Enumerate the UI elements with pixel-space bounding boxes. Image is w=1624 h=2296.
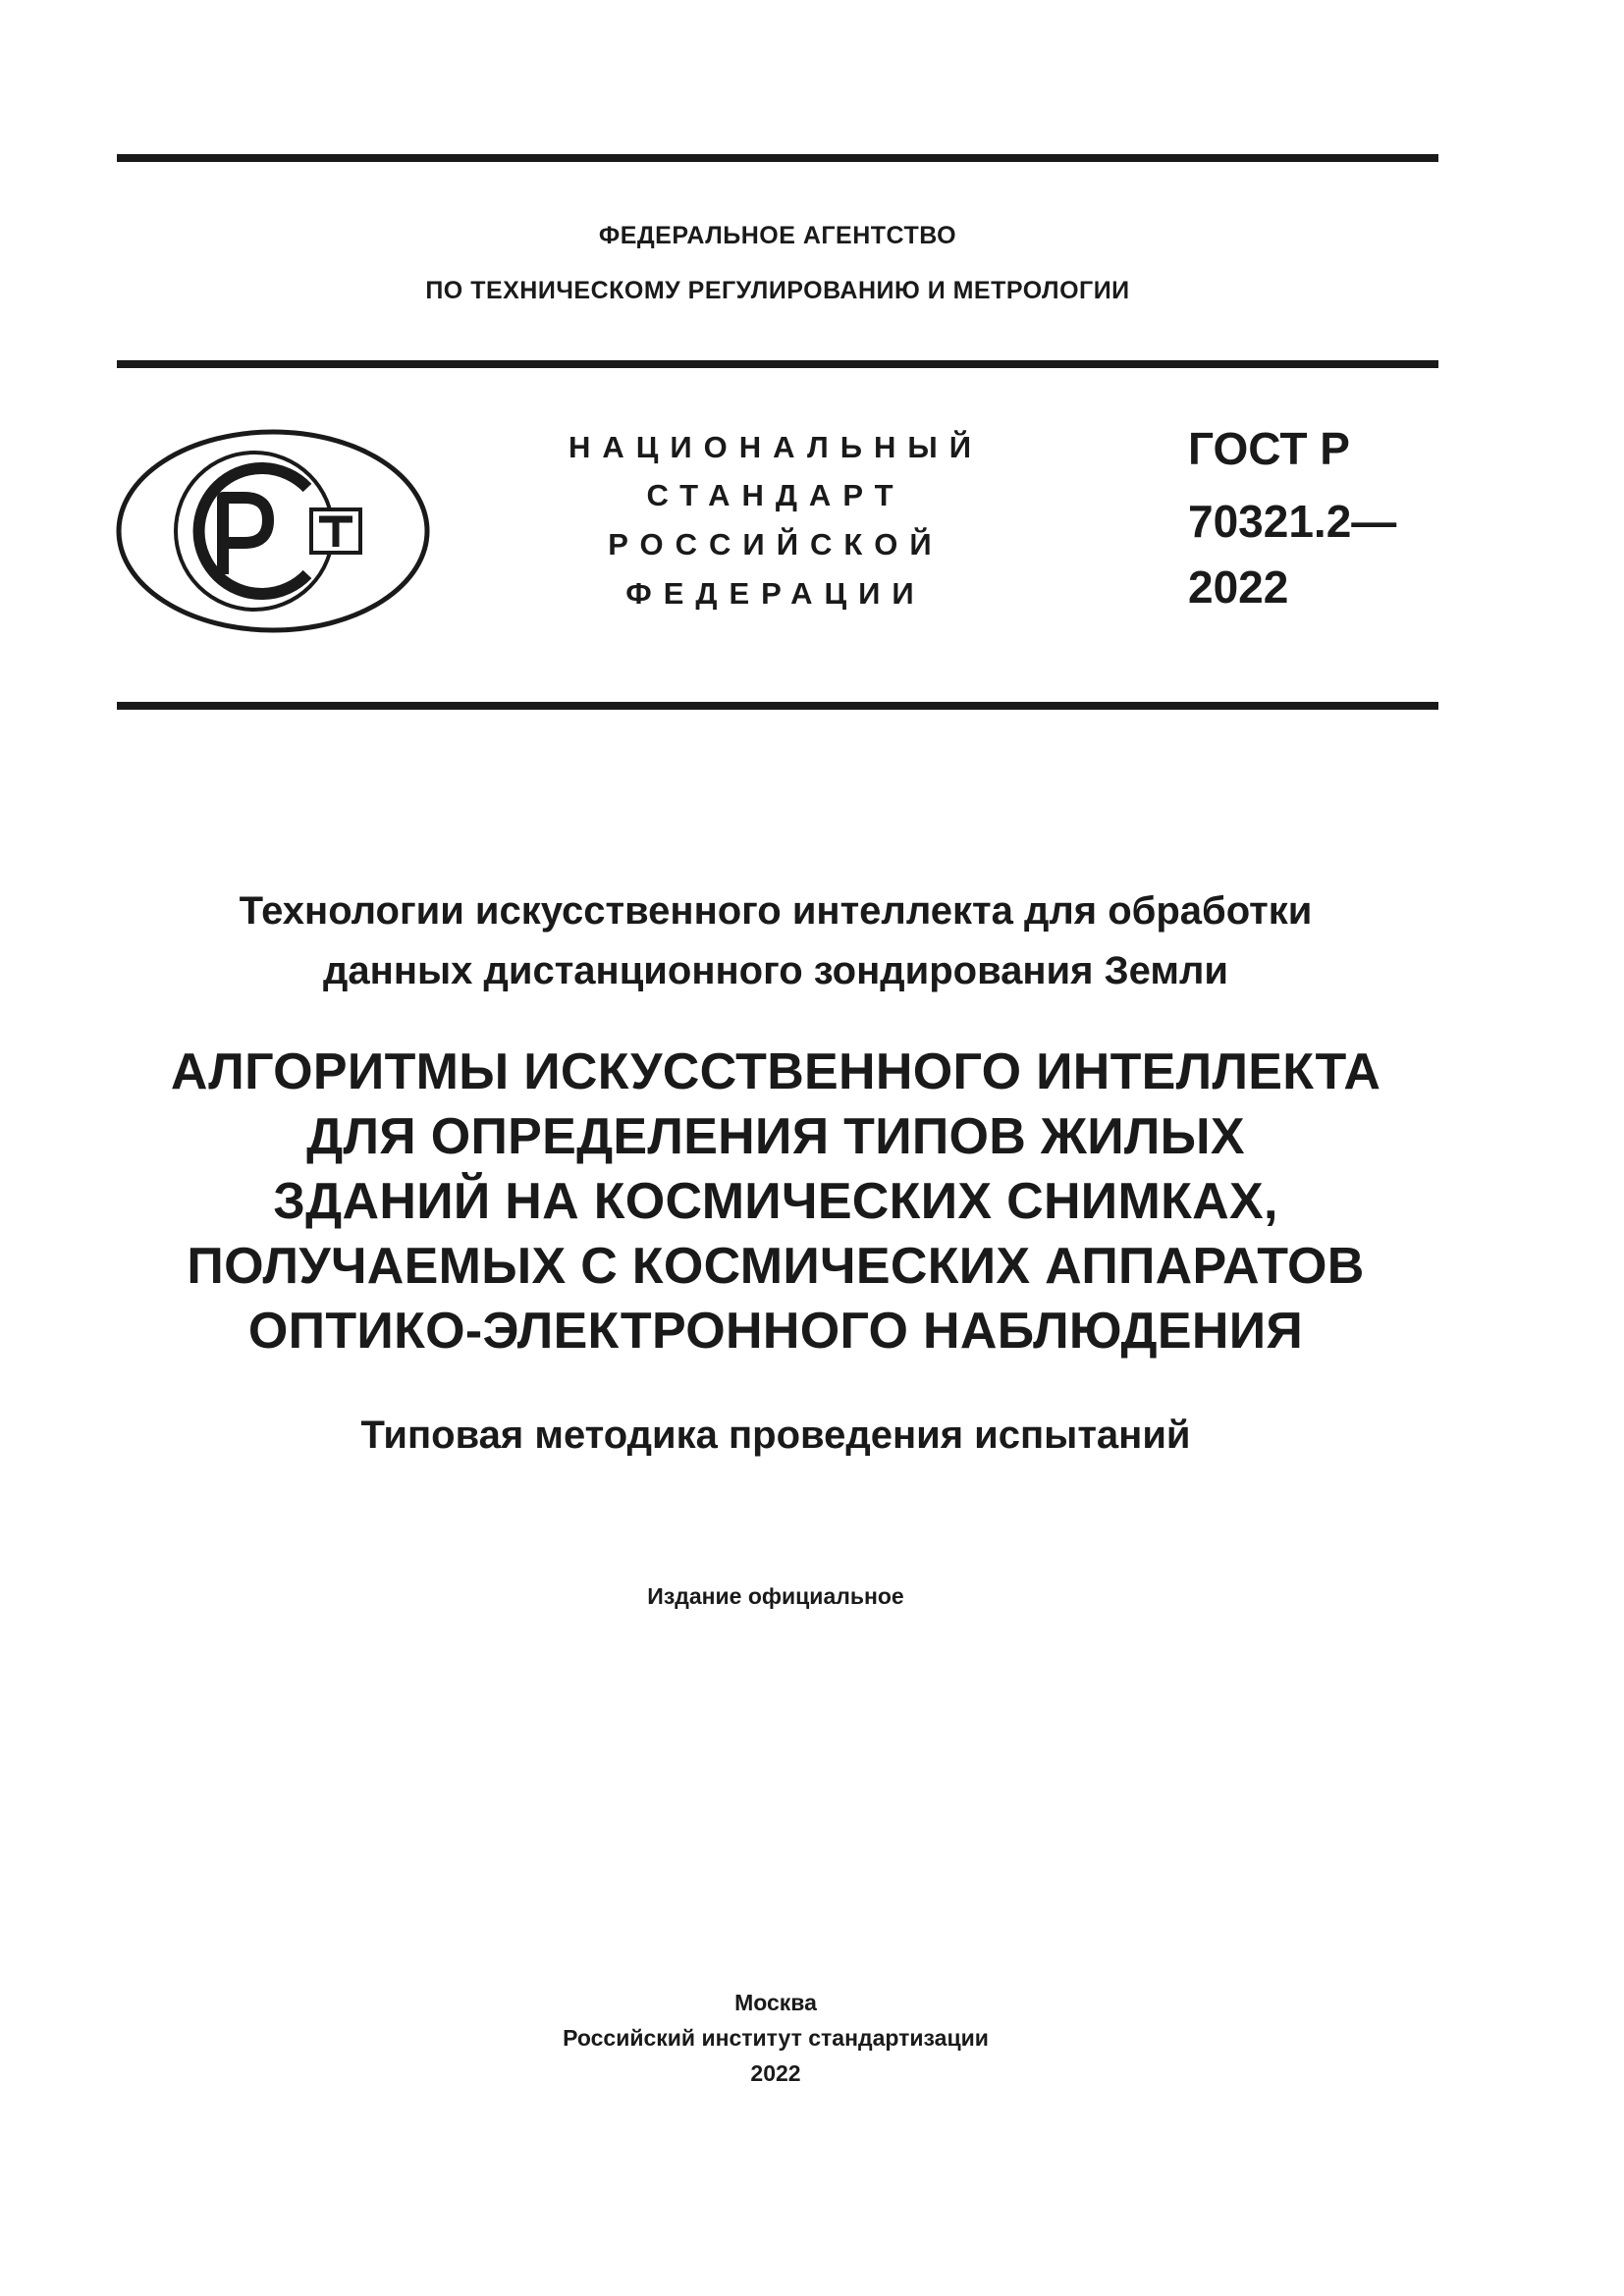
title-line-4: ПОЛУЧАЕМЫХ С КОСМИЧЕСКИХ АППАРАТОВ: [187, 1238, 1365, 1295]
part-title: Типовая методика проведения испытаний: [360, 1414, 1191, 1457]
title-line-5: ОПТИКО-ЭЛЕКТРОННОГО НАБЛЮДЕНИЯ: [247, 1303, 1304, 1360]
imprint-city: Москва: [734, 1990, 817, 2015]
title-line-3: ЗДАНИЙ НА КОСМИЧЕСКИХ СНИМКАХ,: [273, 1173, 1278, 1230]
agency-name-line-2: ПО ТЕХНИЧЕСКОМУ РЕГУЛИРОВАНИЮ И МЕТРОЛОГИИ: [425, 277, 1130, 304]
rst-logo-icon: [115, 427, 431, 635]
standard-type-line-3: РОССИЙСКОЙ: [608, 527, 944, 561]
standard-type-line-1: НАЦИОНАЛЬНЫЙ: [568, 430, 984, 464]
standard-type-line-2: СТАНДАРТ: [646, 478, 905, 512]
subtitle-line-1: Технологии искусственного интеллекта для обработки: [239, 889, 1313, 933]
designation-line-1: ГОСТ Р: [1188, 423, 1350, 474]
header-rule: [117, 360, 1438, 368]
designation-line-3: 2022: [1188, 561, 1289, 613]
standard-type-line-4: ФЕДЕРАЦИИ: [625, 576, 926, 611]
designation-line-2: 70321.2—: [1188, 496, 1397, 547]
imprint-publisher: Российский институт стандартизации: [563, 2025, 989, 2051]
subtitle-line-2: данных дистанционного зондирования Земли: [323, 949, 1228, 992]
agency-name-line-1: ФЕДЕРАЛЬНОЕ АГЕНТСТВО: [598, 222, 957, 249]
title-line-2: ДЛЯ ОПРЕДЕЛЕНИЯ ТИПОВ ЖИЛЫХ: [306, 1108, 1245, 1165]
imprint-year: 2022: [750, 2060, 801, 2086]
top-rule: [117, 154, 1438, 162]
designation-rule: [117, 702, 1438, 710]
edition-note: Издание официальное: [647, 1583, 904, 1609]
title-line-1: АЛГОРИТМЫ ИСКУССТВЕННОГО ИНТЕЛЛЕКТА: [170, 1043, 1381, 1100]
